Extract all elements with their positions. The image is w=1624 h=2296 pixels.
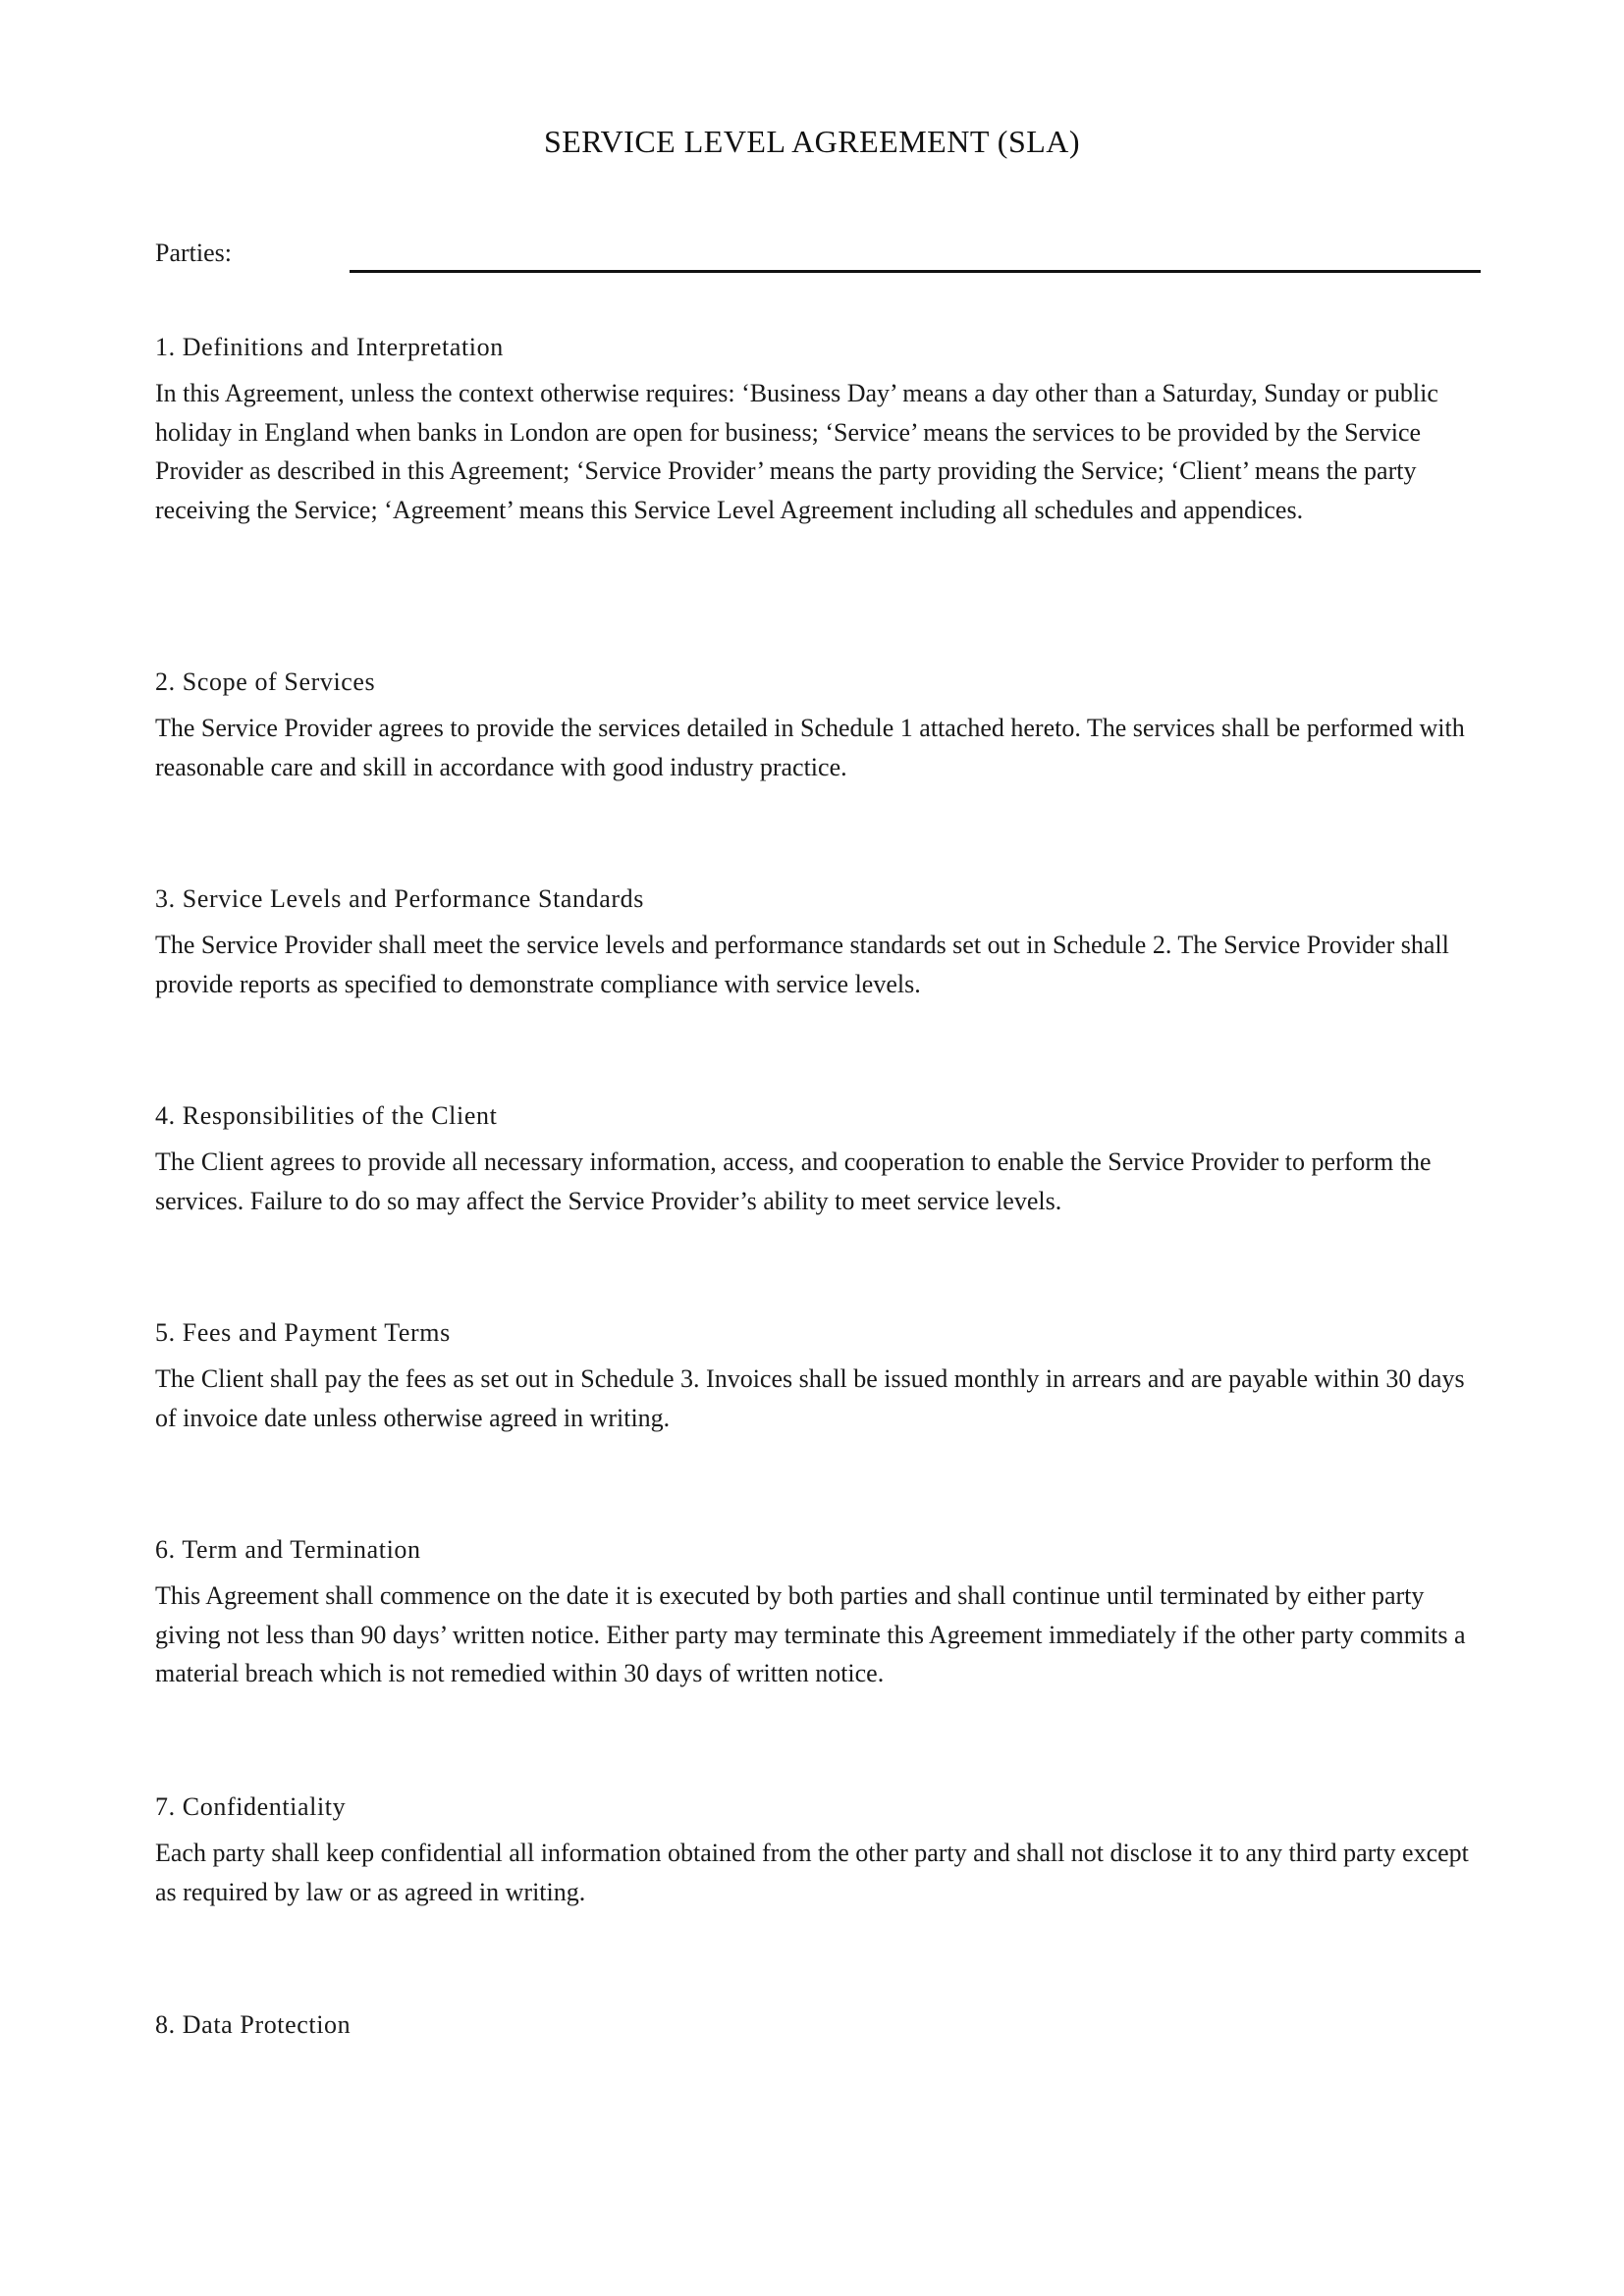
section-body: The Service Provider agrees to provide the services detailed in Schedule 1 attached hereto. The services shall be performed with reasonable care and skill in accordance with good industry practice. <box>155 714 1465 781</box>
section-service-levels <box>155 882 1481 1003</box>
section-body: The Client shall pay the fees as set out in Schedule 3. Invoices shall be issued monthly in arrears and are payable within 30 days of invoice date unless otherwise agreed in writing. <box>155 1364 1465 1432</box>
section-heading: 5. Fees and Payment Terms <box>155 1318 451 1347</box>
section-client-responsibilities <box>155 1099 1481 1220</box>
section-body: The Client agrees to provide all necessary information, access, and cooperation to enable the Service Provider to perform the services. Failure to do so may affect the Service Provider’s ability to meet service levels. <box>155 1148 1432 1215</box>
section-heading: 6. Term and Termination <box>155 1535 421 1564</box>
section-heading: 8. Data Protection <box>155 2010 352 2039</box>
section-heading: 1. Definitions and Interpretation <box>155 333 504 361</box>
section-scope <box>155 666 1481 786</box>
section-body: Each party shall keep confidential all information obtained from the other party and shall not disclose it to any third party except as required by law or as agreed in writing. <box>155 1839 1469 1906</box>
section-heading: 4. Responsibilities of the Client <box>155 1101 498 1130</box>
section-body: This Agreement shall commence on the date it is executed by both parties and shall continue until terminated by either party giving not less than 90 days’ written notice. Either party may terminate this Agreement immediately if the other party commits a material breach which is not remedied within 30 days of written notice. <box>155 1581 1466 1687</box>
parties-signature-line <box>350 270 1481 273</box>
section-fees <box>155 1316 1481 1437</box>
section-body: The Service Provider shall meet the service levels and performance standards set out in Schedule 2. The Service Provider shall provide reports as specified to demonstrate compliance with service levels. <box>155 931 1449 998</box>
section-body: In this Agreement, unless the context otherwise requires: ‘Business Day’ means a day other than a Saturday, Sunday or public holiday in England when banks in London are open for business; ‘Service’ means the services to be provided by the Service Provider as described in this Agreement; ‘Service Provider’ means the party providing the Service; ‘Client’ means the party receiving the Service; ‘Agreement’ means this Service Level Agreement including all schedules and appendices. <box>155 379 1438 524</box>
parties-field <box>155 239 1481 278</box>
section-heading: 7. Confidentiality <box>155 1792 347 1821</box>
section-data-protection <box>155 2008 1481 2052</box>
section-heading: 3. Service Levels and Performance Standards <box>155 884 644 913</box>
section-heading: 2. Scope of Services <box>155 667 376 696</box>
section-definitions <box>155 331 1481 529</box>
section-term <box>155 1533 1481 1693</box>
parties-label: Parties: <box>155 239 232 267</box>
section-confidentiality <box>155 1790 1481 1911</box>
document-title: SERVICE LEVEL AGREEMENT (SLA) <box>543 124 1081 159</box>
